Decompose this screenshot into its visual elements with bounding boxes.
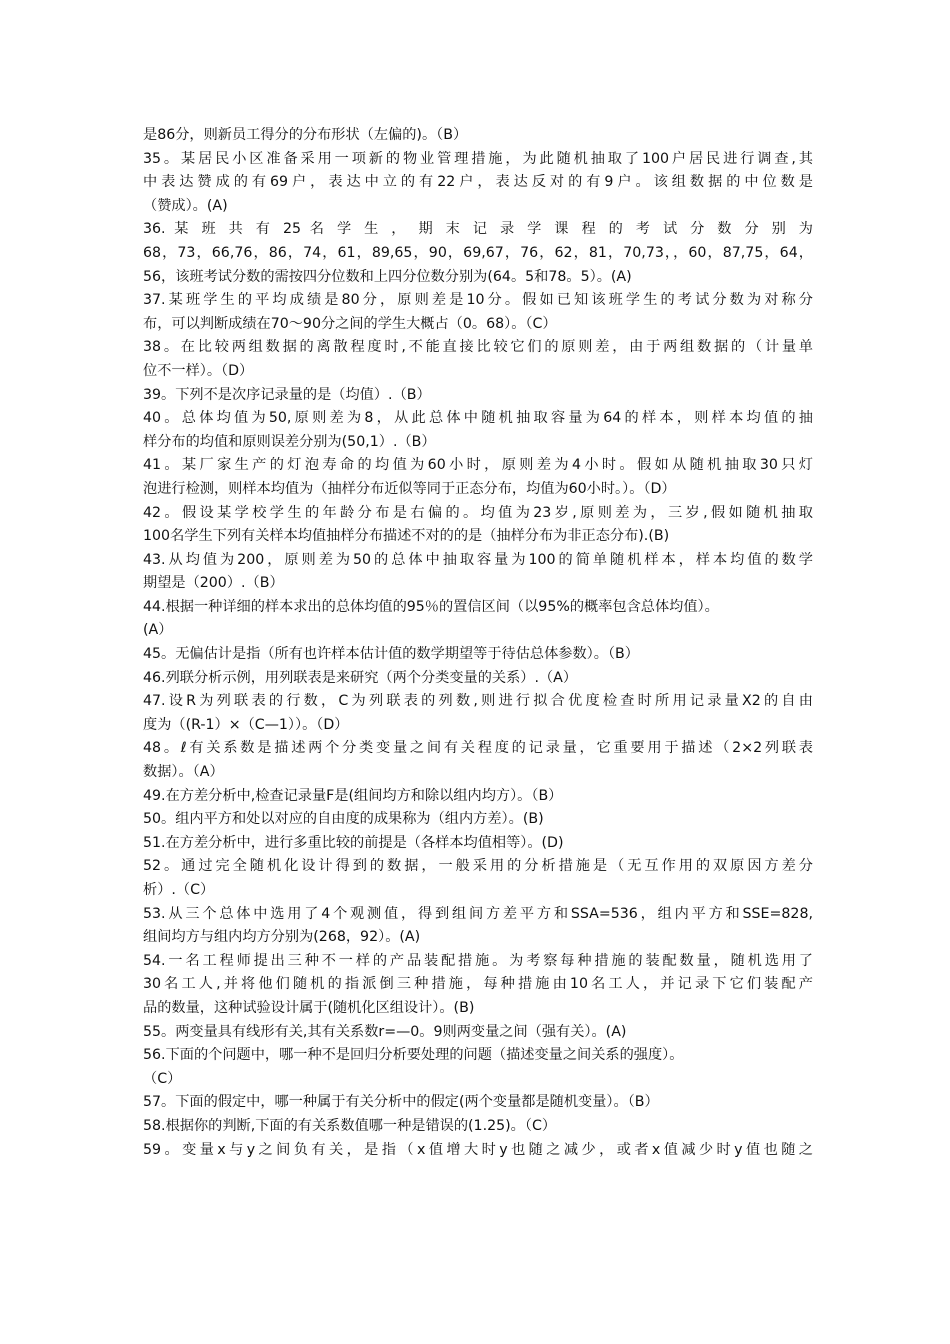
text-line: 53.从三个总体中选用了4个观测值，得到组间方差平方和SSA=536，组内平方和SSE=828, (143, 905, 813, 922)
text-line: 59。变量x与y之间负有关，是指（x值增大时y也随之减少，或者x值减少时y值也随之 (143, 1141, 813, 1158)
text-line: 38。在比较两组数据的离散程度时,不能直接比较它们的原则差，由于两组数据的（计量单 (143, 339, 813, 356)
text-line: (A） (143, 622, 173, 639)
text-line: 100名学生下列有关样本均值抽样分布描述不对的的是（抽样分布为非正态分布).(B) (143, 528, 670, 545)
text-line: 度为（(R-1）×（C—1））。（D） (143, 716, 349, 733)
document-body (143, 124, 813, 1162)
text-line: 54.一名工程师提出三种不一样的产品装配措施。为考察每种措施的装配数量，随机选用了 (143, 952, 813, 969)
text-line: （赞成）。(A) (143, 197, 228, 214)
text-line: 47.设R为列联表的行数，C为列联表的列数,则进行拟合优度检查时所用记录量X2的自由 (143, 693, 813, 710)
text-line: 39。下列不是次序记录量的是（均值）.（B） (143, 386, 431, 403)
text-line: 56.下面的个问题中，哪一种不是回归分析要处理的问题（描述变量之间关系的强度）。 (143, 1047, 684, 1064)
text-line: 48。ℓ有关系数是描述两个分类变量之间有关程度的记录量，它重要用于描述（2×2列联表 (143, 740, 813, 757)
text-line: 35。某居民小区准备采用一项新的物业管理措施，为此随机抽取了100户居民进行调查,其 (143, 150, 813, 167)
text-line: 泡进行检测，则样本均值为（抽样分布近似等同于正态分布，均值为60小时。）。（D） (143, 480, 676, 497)
text-line: 49.在方差分析中,检查记录量F是(组间均方和除以组内均方）。（B） (143, 787, 563, 804)
text-line: 位不一样）。（D） (143, 362, 254, 379)
text-line: 是86分，则新员工得分的分布形状（左偏的)。（B） (143, 127, 468, 143)
text-line: 50。组内平方和处以对应的自由度的成果称为（组内方差）。(B) (143, 811, 544, 828)
text-line: 期望是（200）.（B） (143, 575, 284, 592)
text-line: 41。某厂家生产的灯泡寿命的均值为60小时，原则差为4小时。假如从随机抽取30只灯 (143, 457, 813, 474)
text-line: 44.根据一种详细的样本求出的总体均值的95％的置信区间（以95%的概率包含总体均值）。 (143, 598, 719, 615)
text-line: 42。假设某学校学生的年龄分布是右偏的。均值为23岁,原则差为，三岁,假如随机抽取 (143, 504, 813, 521)
text-line: 数据）。（A） (143, 764, 224, 781)
text-line: 43.从均值为200，原则差为50的总体中抽取容量为100的简单随机样本，样本均值的数学 (143, 551, 813, 568)
text-line: 58.根据你的判断,下面的有关系数值哪一种是错误的(1.25)。（C） (143, 1117, 557, 1134)
text-line: 68，73，66,76，86，74，61，89,65，90，69,67，76，62，81，70,73，，60，87,75，64， (143, 244, 813, 261)
text-line: 45。无偏估计是指（所有也许样本估计值的数学期望等于待估总体参数）。（B） (143, 646, 639, 663)
text-line: 56，该班考试分数的需按四分位数和上四分位数分别为(64。5和78。5）。(A) (143, 268, 632, 285)
text-line: 样分布的均值和原则误差分别为(50,1）.（B） (143, 433, 436, 450)
text-line: 37.某班学生的平均成绩是80分，原则差是10分。假如已知该班学生的考试分数为对称分 (143, 292, 813, 309)
text-line: 析）.（C） (143, 882, 215, 898)
text-line: 55。两变量具有线形有关,其有关系数r=—0。9则两变量之间（强有关）。(A) (143, 1023, 627, 1040)
text-line: 36. 某 班 共 有 25 名 学 生 ， 期 末 记 录 学 课 程 的 考 试 分 数 分 别 为 (143, 221, 813, 238)
text-line: （C） (143, 1070, 182, 1087)
text-line: 40。总体均值为50,原则差为8，从此总体中随机抽取容量为64的样本，则样本均值的抽 (143, 410, 813, 427)
text-line: 51.在方差分析中，进行多重比较的前提是（各样本均值相等）。(D) (143, 834, 564, 851)
text-line: 30名工人,并将他们随机的指派倒三种措施，每种措施由10名工人，并记录下它们装配产 (143, 976, 813, 993)
text-line: 中表达赞成的有69户，表达中立的有22户，表达反对的有9户。该组数据的中位数是 (143, 174, 813, 191)
text-line: 布，可以判断成绩在70～90分之间的学生大概占（0。68）。（C） (143, 315, 557, 332)
text-line: 组间均方与组内均方分别为(268，92）。(A) (143, 929, 421, 946)
text-line: 品的数量，这种试验设计属于(随机化区组设计）。(B) (143, 999, 475, 1016)
text-line: 46.列联分析示例，用列联表是来研究（两个分类变量的关系）.（A） (143, 669, 578, 686)
text-line: 57。下面的假定中，哪一种属于有关分析中的假定(两个变量都是随机变量）。（B） (143, 1094, 659, 1111)
text-line: 52。通过完全随机化设计得到的数据，一般采用的分析措施是（无互作用的双原因方差分 (143, 858, 813, 875)
